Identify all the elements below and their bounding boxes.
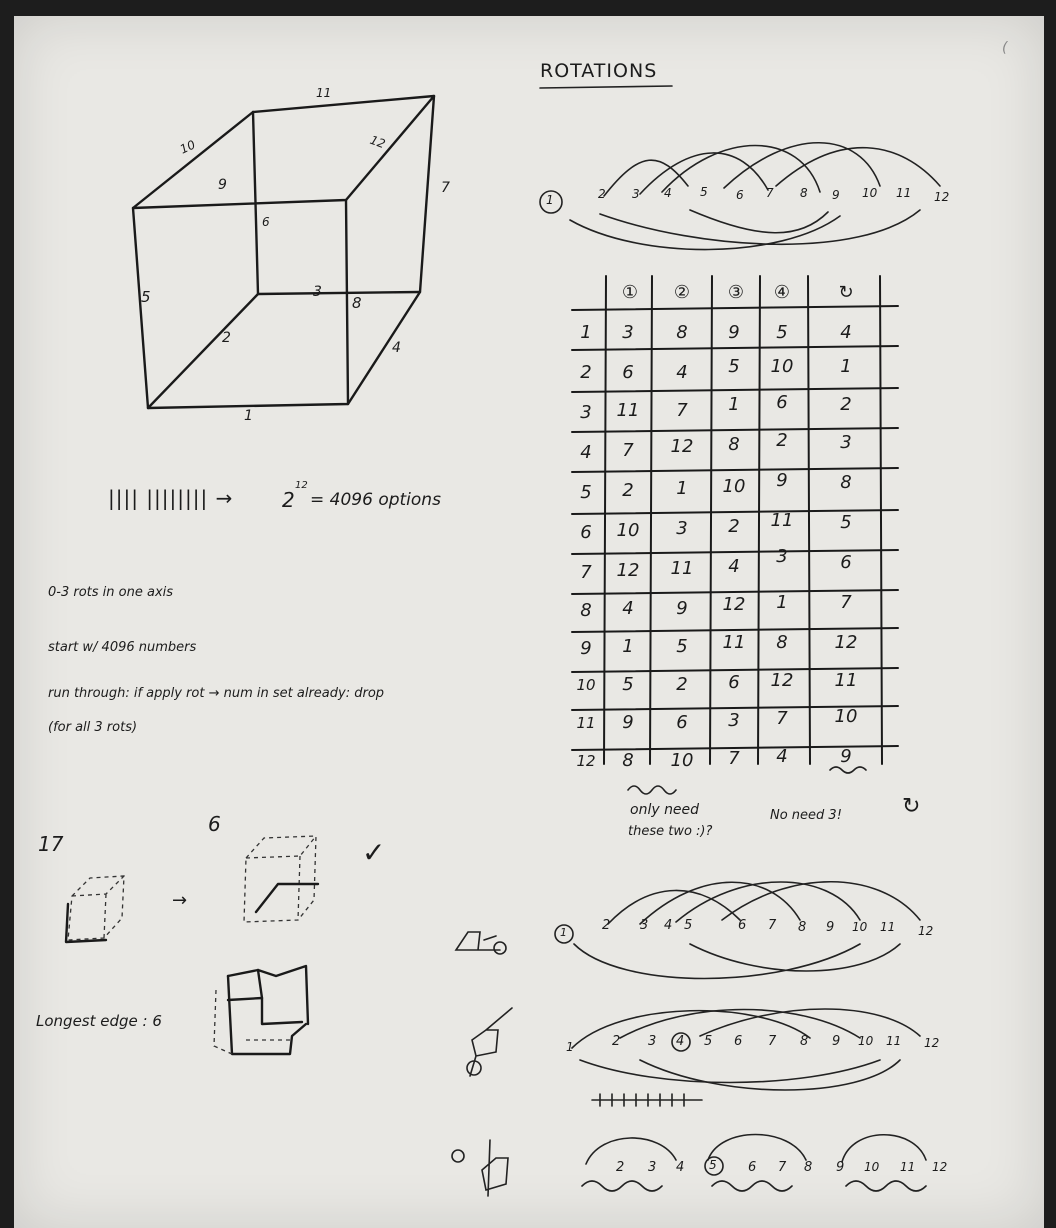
edge-label-9: 9 xyxy=(218,177,227,193)
edge-label-4: 4 xyxy=(392,340,401,356)
row3-seq-3: 3 xyxy=(648,1034,657,1049)
table-cell: 8 xyxy=(728,434,740,455)
table-cell: 1 xyxy=(622,636,634,657)
top-seq-4: 4 xyxy=(664,186,672,200)
note-run-through: run through: if apply rot → num in set already: drop xyxy=(48,686,385,701)
example-arrow: → xyxy=(172,890,188,911)
row2-seq-5: 5 xyxy=(684,918,693,933)
row-index: 6 xyxy=(580,522,592,543)
table-cell: 3 xyxy=(676,518,688,539)
example-count-6: 6 xyxy=(208,812,221,836)
note-only-need: only need xyxy=(630,802,700,818)
table-cell: 2 xyxy=(622,480,634,501)
table-cell: 8 xyxy=(622,750,634,771)
table-cell: 10 xyxy=(670,750,694,771)
top-seq-7: 7 xyxy=(766,186,774,200)
row-index: 4 xyxy=(580,442,592,463)
table-header: ③ xyxy=(727,282,745,303)
row3-seq-7: 7 xyxy=(768,1034,777,1049)
table-cell: 3 xyxy=(776,546,788,567)
top-seq-11: 11 xyxy=(896,186,912,200)
table-cell: 7 xyxy=(840,592,852,613)
edge-label-11: 11 xyxy=(316,86,332,100)
table-cell: 10 xyxy=(770,356,794,377)
table-cell: 9 xyxy=(776,470,788,491)
row-index: 9 xyxy=(580,638,592,659)
edge-label-8: 8 xyxy=(352,294,362,312)
table-cell: 2 xyxy=(728,516,740,537)
row2-seq-8: 8 xyxy=(798,920,807,935)
top-seq-6: 6 xyxy=(736,188,744,202)
row4-seq-11: 11 xyxy=(900,1160,916,1174)
table-cell: 9 xyxy=(840,746,852,767)
row2-seq-9: 9 xyxy=(826,920,835,935)
table-cell: 12 xyxy=(722,594,746,615)
table-cell: 12 xyxy=(834,632,858,653)
page-title: ROTATIONS xyxy=(540,60,658,82)
table-cell: 6 xyxy=(622,362,634,383)
rotation-symbol: ↻ xyxy=(902,794,921,819)
row-index: 2 xyxy=(580,362,592,383)
table-header: ① xyxy=(621,282,639,303)
table-cell: 1 xyxy=(728,394,740,415)
edge-label-2: 2 xyxy=(222,330,231,346)
table-cell: 7 xyxy=(776,708,788,729)
row3-seq-8: 8 xyxy=(800,1034,809,1049)
table-cell: 6 xyxy=(776,392,788,413)
row4-seq-4: 4 xyxy=(676,1160,685,1175)
row2-seq-11: 11 xyxy=(880,920,896,934)
row2-seq-10: 10 xyxy=(852,920,868,934)
table-cell: 10 xyxy=(616,520,640,541)
table-cell: 9 xyxy=(622,712,634,733)
table-cell: 1 xyxy=(776,592,788,613)
top-seq-9: 9 xyxy=(832,188,840,202)
table-cell: 12 xyxy=(616,560,640,581)
table-cell: 1 xyxy=(840,356,852,377)
row3-seq-6: 6 xyxy=(734,1034,743,1049)
row4-seq-8: 8 xyxy=(804,1160,813,1175)
table-cell: 12 xyxy=(670,436,694,457)
top-seq-5: 5 xyxy=(700,185,708,199)
top-seq-12: 12 xyxy=(934,190,950,204)
table-cell: 4 xyxy=(840,322,852,343)
row4-seq-7: 7 xyxy=(778,1160,787,1175)
row3-seq-2: 2 xyxy=(612,1034,621,1049)
row3-seq-4: 4 xyxy=(676,1034,685,1049)
note-for-all: (for all 3 rots) xyxy=(48,720,138,735)
example-check: ✓ xyxy=(362,836,386,869)
table-cell: 8 xyxy=(776,632,788,653)
top-seq-3: 3 xyxy=(632,187,640,201)
top-seq-10: 10 xyxy=(862,186,878,200)
row3-seq-5: 5 xyxy=(704,1034,713,1049)
table-cell: 5 xyxy=(622,674,634,695)
row2-seq-7: 7 xyxy=(768,918,777,933)
table-cell: 8 xyxy=(840,472,852,493)
table-cell: 5 xyxy=(776,322,788,343)
edge-label-7: 7 xyxy=(441,180,450,196)
top-seq-1: 1 xyxy=(546,193,554,207)
row2-seq-1: 1 xyxy=(560,926,567,939)
table-cell: 5 xyxy=(676,636,688,657)
table-cell: 11 xyxy=(616,400,640,421)
longest-edge-note: Longest edge : 6 xyxy=(36,1012,162,1030)
row-index: 3 xyxy=(580,402,592,423)
edge-label-12: 12 xyxy=(368,132,388,152)
edge-label-1: 1 xyxy=(244,408,253,424)
row2-seq-12: 12 xyxy=(918,924,934,938)
table-cell: 3 xyxy=(840,432,852,453)
row2-seq-2: 2 xyxy=(602,918,611,933)
row-index: 5 xyxy=(580,482,592,503)
row2-seq-4: 4 xyxy=(664,918,673,933)
row4-seq-9: 9 xyxy=(836,1160,845,1175)
row3-seq-11: 11 xyxy=(886,1034,902,1048)
table-cell: 10 xyxy=(722,476,746,497)
row4-seq-6: 6 xyxy=(748,1160,757,1175)
row4-seq-3: 3 xyxy=(648,1160,657,1175)
edge-label-3: 3 xyxy=(313,284,322,300)
row4-seq-2: 2 xyxy=(616,1160,625,1175)
top-seq-8: 8 xyxy=(800,186,808,200)
table-cell: 4 xyxy=(622,598,634,619)
edge-label-10: 10 xyxy=(177,137,198,157)
table-header: ④ xyxy=(773,282,791,303)
row-index: 1 xyxy=(580,322,592,343)
table-cell: 6 xyxy=(840,552,852,573)
table-cell: 9 xyxy=(676,598,688,619)
table-cell: 5 xyxy=(840,512,852,533)
table-cell: 4 xyxy=(776,746,788,767)
row3-seq-12: 12 xyxy=(924,1036,940,1050)
row3-seq-1: 1 xyxy=(566,1040,574,1054)
table-cell: 9 xyxy=(728,322,740,343)
row-index: 11 xyxy=(576,714,596,732)
tally-marks: |||| |||||||| → xyxy=(108,486,234,510)
table-cell: 12 xyxy=(770,670,794,691)
edge-label-5: 5 xyxy=(141,288,151,306)
formula-base: 2 xyxy=(282,488,295,512)
table-cell: 2 xyxy=(676,674,688,695)
example-count-17: 17 xyxy=(38,832,64,856)
table-cell: 11 xyxy=(770,510,794,531)
table-cell: 2 xyxy=(840,394,852,415)
table-cell: 10 xyxy=(834,706,858,727)
table-header: ② xyxy=(673,282,691,303)
table-cell: 7 xyxy=(622,440,634,461)
row-index: 7 xyxy=(580,562,592,583)
row2-seq-6: 6 xyxy=(738,918,747,933)
table-cell: 3 xyxy=(622,322,634,343)
table-cell: 7 xyxy=(728,748,740,769)
note-start: start w/ 4096 numbers xyxy=(48,640,197,655)
row3-seq-9: 9 xyxy=(832,1034,841,1049)
note-these-two: these two :)? xyxy=(628,824,713,839)
row3-seq-10: 10 xyxy=(858,1034,874,1048)
table-cell: 2 xyxy=(776,430,788,451)
table-cell: 4 xyxy=(676,362,688,383)
top-seq-2: 2 xyxy=(598,187,606,201)
table-cell: 1 xyxy=(676,478,688,499)
row-index: 12 xyxy=(576,752,596,770)
table-cell: 6 xyxy=(728,672,740,693)
table-cell: 11 xyxy=(834,670,858,691)
formula-result: = 4096 options xyxy=(310,490,441,510)
table-cell: 8 xyxy=(676,322,688,343)
table-cell: 4 xyxy=(728,556,740,577)
row-index: 10 xyxy=(576,676,596,694)
table-cell: 7 xyxy=(676,400,688,421)
note-rots-per-axis: 0-3 rots in one axis xyxy=(48,585,174,600)
table-cell: 3 xyxy=(728,710,740,731)
table-cell: 5 xyxy=(728,356,740,377)
table-header: ↻ xyxy=(838,282,854,303)
table-cell: 11 xyxy=(722,632,746,653)
table-cell: 6 xyxy=(676,712,688,733)
row4-seq-5: 5 xyxy=(709,1158,717,1172)
corner-mark: ( xyxy=(1002,40,1008,56)
row2-seq-3: 3 xyxy=(640,918,649,933)
table-cell: 11 xyxy=(670,558,694,579)
note-no-need: No need 3! xyxy=(770,808,842,823)
formula-exponent: 12 xyxy=(295,480,308,491)
row4-seq-12: 12 xyxy=(932,1160,948,1174)
row4-seq-10: 10 xyxy=(864,1160,880,1174)
row-index: 8 xyxy=(580,600,592,621)
edge-label-6: 6 xyxy=(262,215,270,229)
